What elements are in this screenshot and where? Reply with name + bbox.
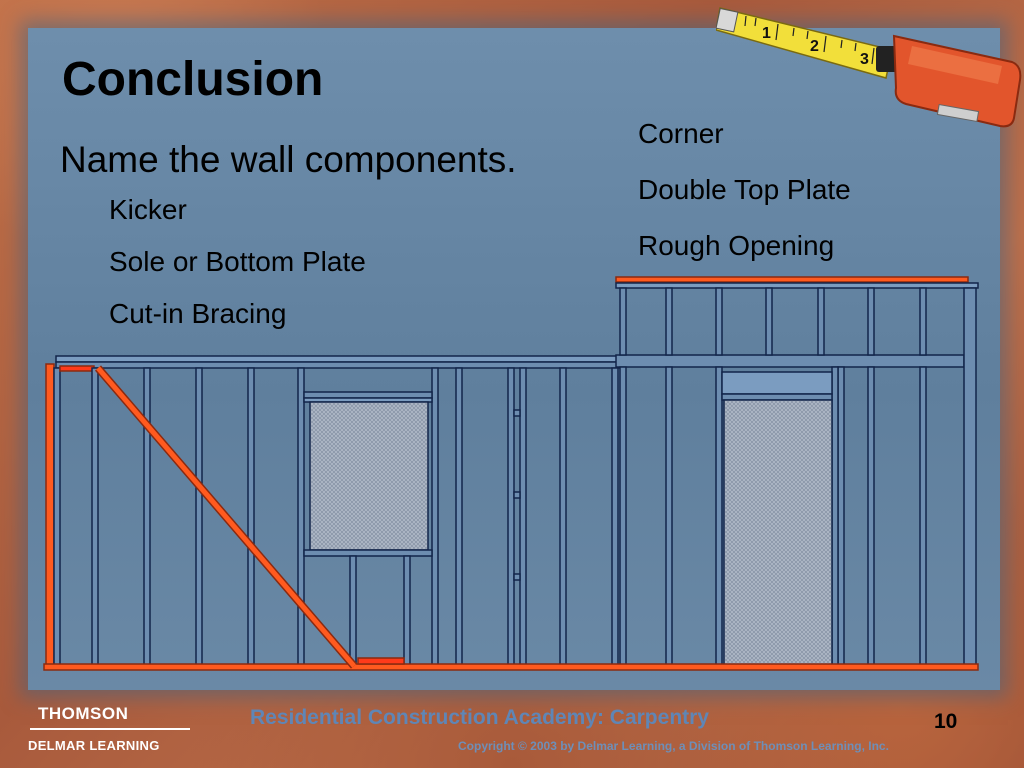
door-header-plate (722, 394, 832, 400)
footer-brand-thomson: THOMSON (38, 704, 129, 723)
door-opening (724, 400, 832, 666)
tape-mark-3: 3 (860, 51, 869, 68)
slide-prompt: Name the wall components. (60, 139, 517, 180)
window-header (304, 392, 432, 398)
footer-course-title: Residential Construction Academy: Carpentry (250, 706, 709, 729)
window-opening (310, 402, 428, 550)
wall-framing-diagram (40, 272, 984, 676)
tape-measure-icon (716, 0, 1024, 130)
label-cut-in-bracing: Cut-in Bracing (109, 298, 287, 329)
label-rough-opening: Rough Opening (638, 230, 835, 261)
corner-stud (54, 368, 60, 666)
door-header (722, 372, 832, 394)
page-number: 10 (934, 710, 958, 733)
label-corner: Corner (638, 118, 724, 149)
label-double-top-plate: Double Top Plate (638, 174, 851, 205)
tape-mark-2: 2 (810, 38, 819, 55)
footer-copyright: Copyright © 2003 by Delmar Learning, a Division of Thomson Learning, Inc. (458, 739, 889, 753)
corner-post (46, 364, 54, 666)
sole-plate-kicker (358, 658, 404, 664)
raised-header (616, 355, 964, 367)
footer-brand-delmar: DELMAR LEARNING (28, 738, 160, 753)
footer-brand-rule (30, 728, 190, 730)
label-kicker: Kicker (109, 194, 187, 225)
slide-title: Conclusion (62, 53, 324, 106)
sole-plate (44, 664, 978, 670)
window-sill (304, 550, 432, 556)
kicker-block (60, 366, 94, 371)
top-plate-lower (56, 362, 620, 368)
label-sole-plate: Sole or Bottom Plate (109, 246, 366, 277)
tape-mark-1: 1 (762, 25, 771, 42)
raised-top-plate-upper (616, 277, 968, 282)
top-plate-upper (56, 356, 620, 362)
